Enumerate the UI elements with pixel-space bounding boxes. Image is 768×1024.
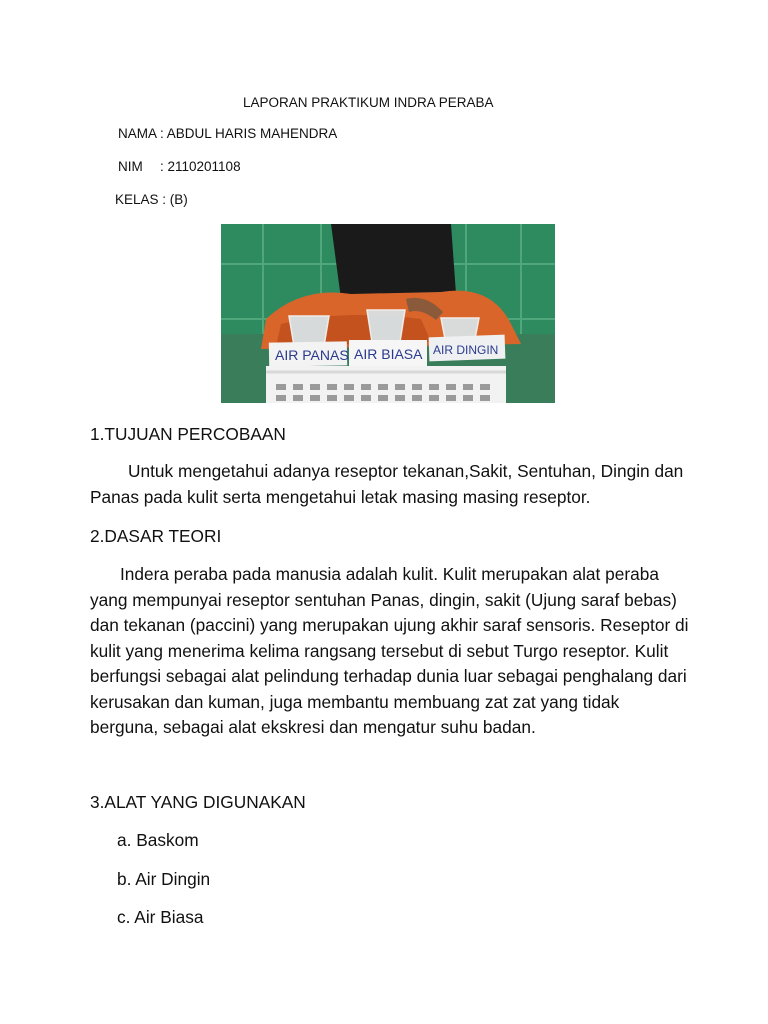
label-air-dingin: AIR DINGIN (433, 343, 499, 357)
student-name: NAMA : ABDUL HARIS MAHENDRA (118, 126, 338, 141)
student-nim-label: NIM (118, 159, 143, 174)
section-heading-tujuan: 1.TUJUAN PERCOBAAN (90, 424, 286, 444)
list-item: c. Air Biasa (117, 907, 204, 927)
student-nim-value: : 2110201108 (160, 159, 241, 174)
list-item: a. Baskom (117, 830, 199, 850)
list-item: b. Air Dingin (117, 869, 211, 889)
label-air-biasa: AIR BIASA (354, 346, 423, 362)
student-class: KELAS : (B) (115, 192, 188, 207)
experiment-photo (221, 224, 555, 403)
section-heading-dasar-teori: 2.DASAR TEORI (90, 526, 222, 546)
report-title: LAPORAN PRAKTIKUM INDRA PERABA (243, 95, 494, 110)
paragraph-dasar-teori: Indera peraba pada manusia adalah kulit. Kulit merupakan alat peraba yang mempunyai reseptor sentuhan Panas, dingin, sakit (Ujung saraf bebas) dan tekanan (paccini) yang merupakan ujung akhir saraf sensoris. Reseptor di kulit yang menerima kelima rangsang tersebut di sebut Turgo reseptor. Kulit berfungsi sebagai alat pelindung terhadap dunia luar sebagai penghalang dari kerusakan dan kuman, juga membantu membuang zat zat yang tidak berguna, sebagai alat ekskresi dan mengatur suhu badan. (90, 564, 689, 737)
section-heading-alat: 3.ALAT YANG DIGUNAKAN (90, 792, 306, 812)
label-air-panas: AIR PANAS (275, 347, 349, 363)
paragraph-tujuan: Untuk mengetahui adanya reseptor tekanan,Sakit, Sentuhan, Dingin dan Panas pada kulit serta mengetahui letak masing masing reseptor. (90, 461, 684, 507)
